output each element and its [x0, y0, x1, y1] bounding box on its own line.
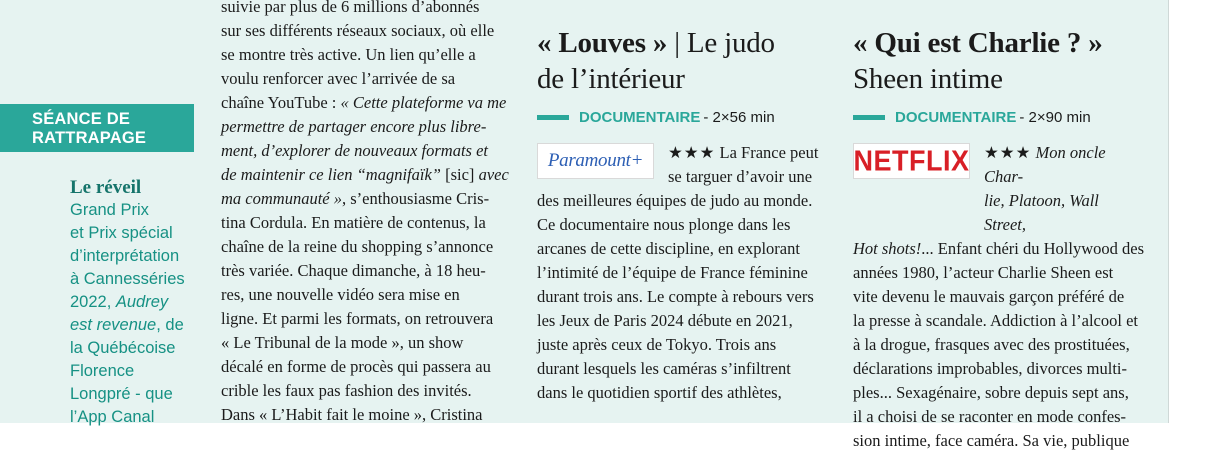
review-text: années 1980, l’acteur Charlie Sheen est: [853, 263, 1114, 282]
article-line: [221, 355, 509, 379]
netflix-logo: [853, 143, 970, 179]
review-title-rest: | Le judo: [667, 27, 775, 59]
article-line: [221, 19, 509, 43]
review-text: durant trois ans. Le compte à rebours vers: [537, 287, 814, 306]
article-quote: « Cette plateforme va me: [340, 93, 507, 112]
review-italic: Hot shots!: [853, 239, 922, 258]
rattrapage-line: Longpré - que: [70, 385, 173, 403]
review-text: la presse à scandale. Addiction à l’alcool et: [853, 311, 1138, 330]
article-quote: de maintenir ce lien “magnifaïk”: [221, 165, 441, 184]
review-text: juste après ceux de Tokyo. Trois ans: [537, 335, 777, 354]
review-intro-text: [668, 141, 818, 189]
review-text: dans le quotidien sportif des athlètes,: [537, 383, 782, 402]
article-line: [221, 0, 509, 19]
rattrapage-line: [70, 314, 200, 337]
article-text: suivie par plus de 6 millions d’abonnés: [221, 0, 480, 16]
article-line: [221, 139, 509, 163]
category-bar: [537, 115, 569, 120]
article-text: très variée. Chaque dimanche, à 18 heu-: [221, 261, 486, 280]
rating-stars: ★★★: [668, 143, 716, 162]
review-text: les Jeux de Paris 2024 débute en 2021,: [537, 311, 793, 330]
review-text: à la drogue, frasques avec des prostituées,: [853, 335, 1130, 354]
review-line: [853, 261, 1143, 285]
banner-line-1: SÉANCE DE: [32, 110, 131, 128]
review-line: [537, 189, 827, 213]
page-edge: [1168, 0, 1210, 423]
article-line: [221, 211, 509, 235]
rattrapage-line: et Prix spécial: [70, 224, 173, 242]
review-category: [537, 107, 827, 127]
duration-label: - 2×56 min: [703, 108, 775, 126]
review-text: La France peut: [715, 143, 819, 162]
article-quote: permettre de partager encore plus libre-: [221, 117, 487, 136]
article-quote: ment, d’explorer de nouveaux formats et: [221, 141, 488, 160]
review-text: arcanes de cette discipline, en explorant: [537, 239, 800, 258]
rattrapage-italic-2: est revenue: [70, 316, 157, 334]
review-body: [537, 141, 827, 405]
review-category: [853, 107, 1143, 127]
review-text: Mon oncle Char-: [984, 143, 1106, 186]
rattrapage-title: Le réveil: [70, 177, 142, 198]
article-text: chaîne YouTube :: [221, 93, 341, 112]
review-body: [853, 141, 1143, 453]
rattrapage-line: d’interprétation: [70, 247, 180, 265]
review-line: [853, 237, 1143, 261]
duration-label: - 2×90 min: [1019, 108, 1091, 126]
article-text: crible les faux pas fashion des invités.: [221, 381, 472, 400]
review-text: ples... Sexagénaire, sobre depuis sept ans,: [853, 383, 1129, 402]
article-text: Dans « L’Habit fait le moine », Cristina: [221, 405, 483, 424]
category-label: DOCUMENTAIRE: [895, 108, 1017, 126]
article-line: [221, 43, 509, 67]
paramount-logo: [537, 143, 654, 179]
review-text: se targuer d’avoir une: [668, 167, 813, 186]
review-intro: [537, 141, 827, 189]
logo-text: Paramount+: [547, 150, 644, 171]
article-text: voulu renforcer avec l’arrivée de sa: [221, 69, 456, 88]
logo-text: NETFLIX: [853, 145, 970, 177]
rattrapage-line: Florence: [70, 362, 135, 380]
rattrapage-year: 2022,: [70, 293, 116, 311]
review-charlie: [853, 25, 1143, 453]
review-title-bold: « Qui est Charlie ? »: [853, 27, 1103, 59]
review-title-line2: Sheen intime: [853, 63, 1003, 95]
article-line: [221, 235, 509, 259]
article-text: res, une nouvelle vidéo sera mise en: [221, 285, 460, 304]
review-intro-text: [984, 141, 1143, 237]
article-line: [221, 283, 509, 307]
review-text: l’intimité de l’équipe de France féminine: [537, 263, 808, 282]
article-quote: avec: [478, 165, 509, 184]
review-title: [853, 25, 1143, 97]
review-intro: [853, 141, 1143, 237]
article-column: [221, 0, 509, 427]
article-line: [221, 307, 509, 331]
rattrapage-text: [70, 176, 200, 429]
article-text: sur ses différents réseaux sociaux, où elle: [221, 21, 495, 40]
banner-line-2: RATTRAPAGE: [32, 129, 147, 147]
review-text: des meilleures équipes de judo au monde.: [537, 191, 813, 210]
article-line: [221, 187, 509, 211]
article-text: chaîne de la reine du shopping s’annonce: [221, 237, 494, 256]
review-text: sion intime, face caméra. Sa vie, publique: [853, 431, 1130, 450]
rattrapage-line: à Cannesséries: [70, 270, 185, 288]
review-line: [537, 381, 827, 405]
rattrapage-after: , de: [156, 316, 184, 334]
review-line: [853, 309, 1143, 333]
review-line: [853, 357, 1143, 381]
review-line: [537, 333, 827, 357]
review-louves: [537, 25, 827, 405]
rattrapage-line: la Québécoise: [70, 339, 176, 357]
review-line: [853, 381, 1143, 405]
review-line: [853, 429, 1143, 453]
article-quote: ma communauté »: [221, 189, 342, 208]
review-line: [853, 333, 1143, 357]
page-edge-line: [1168, 0, 1169, 423]
review-text: lie, Platoon, Wall Street,: [984, 191, 1099, 234]
review-line: [537, 357, 827, 381]
article-line: [221, 91, 509, 115]
review-line: [537, 285, 827, 309]
review-title: [537, 25, 827, 97]
category-label: DOCUMENTAIRE: [579, 108, 701, 126]
article-text: , s’enthousiasme Cris-: [341, 189, 490, 208]
article-line: [221, 403, 509, 427]
rattrapage-banner: [0, 104, 194, 152]
review-line: [853, 285, 1143, 309]
article-line: [221, 163, 509, 187]
review-text: déclarations improbables, divorces multi-: [853, 359, 1128, 378]
article-line: [221, 115, 509, 139]
article-text: ligne. Et parmi les formats, on retrouvera: [221, 309, 494, 328]
article-text: « Le Tribunal de la mode », un show: [221, 333, 464, 352]
article-text: [sic]: [440, 165, 479, 184]
article-line: [221, 67, 509, 91]
category-bar: [853, 115, 885, 120]
article-text: décalé en forme de procès qui passera au: [221, 357, 491, 376]
review-title-bold: « Louves »: [537, 27, 668, 59]
review-title-line2: de l’intérieur: [537, 63, 685, 95]
article-line: [221, 259, 509, 283]
rattrapage-line: [70, 291, 200, 314]
rattrapage-line: l’App Canal: [70, 408, 155, 426]
article-text: se montre très active. Un lien qu’elle a: [221, 45, 476, 64]
review-line: [537, 261, 827, 285]
review-text: vite devenu le mauvais garçon préféré de: [853, 287, 1125, 306]
article-text: tina Cordula. En matière de contenus, la: [221, 213, 486, 232]
review-line: [537, 309, 827, 333]
rattrapage-line: Grand Prix: [70, 201, 149, 219]
review-text: durant lesquels les caméras s’infiltrent: [537, 359, 791, 378]
review-text: il a choisi de se raconter en mode confes-: [853, 407, 1127, 426]
review-line: [853, 405, 1143, 429]
review-text: Ce documentaire nous plonge dans les: [537, 215, 791, 234]
rattrapage-italic: Audrey: [115, 293, 169, 311]
review-line: [537, 213, 827, 237]
article-line: [221, 331, 509, 355]
rating-stars: ★★★: [984, 143, 1032, 162]
article-line: [221, 379, 509, 403]
review-line: [537, 237, 827, 261]
review-text: ... Enfant chéri du Hollywood des: [921, 239, 1144, 258]
